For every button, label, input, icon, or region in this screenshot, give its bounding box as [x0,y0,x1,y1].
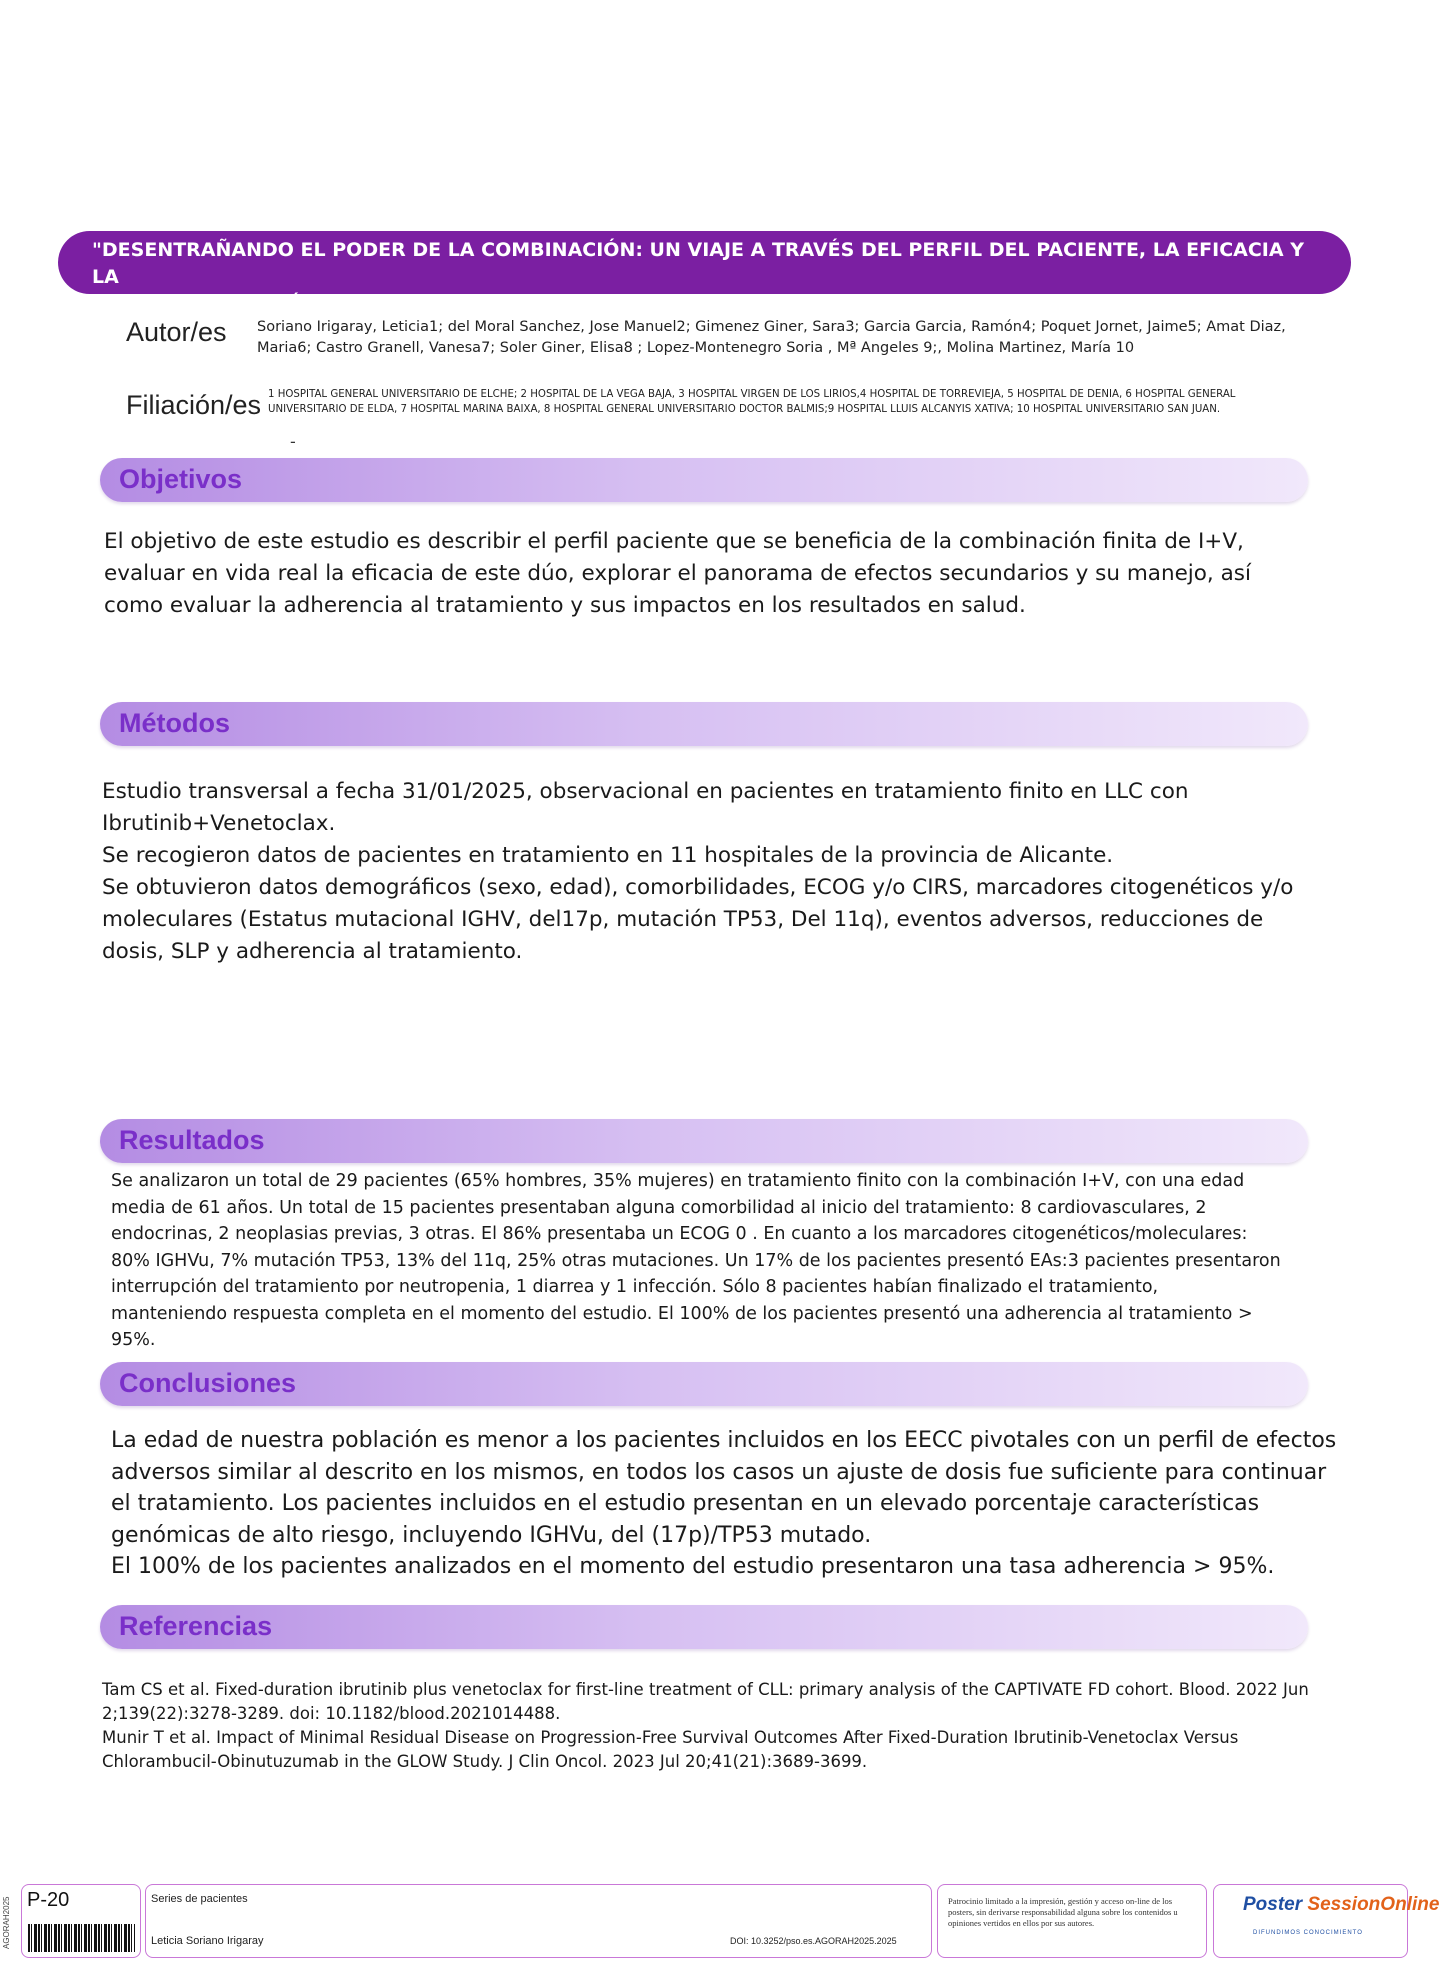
text-line: La edad de nuestra población es menor a los pacientes incluidos en los EECC pivotales con un perfil de efectos [111,1428,1337,1453]
logo-word-poster: Poster [1243,1894,1303,1915]
footer-doi[interactable]: DOI: 10.3252/pso.es.AGORAH2025.2025 [730,1936,897,1946]
footer-disclaimer: Patrocinio limitado a la impresión, gestión y acceso on-line de los posters, sin derivarse responsabilidad alguna sobre los contenidos u opiniones vertidos en ellos por sus autores. [948,1896,1178,1928]
text-line: dosis, SLP y adherencia al tratamiento. [102,939,523,964]
referencias-text [102,1678,1322,1774]
text-line: Se obtuvieron datos demográficos (sexo, edad), comorbilidades, ECOG y/o CIRS, marcadores citogenéticos y/o [102,875,1294,900]
conclusiones-text [111,1425,1337,1583]
text-line: evaluar en vida real la eficacia de este dúo, explorar el panorama de efectos secundarios y su manejo, así [104,561,1251,586]
affiliations-line2: UNIVERSITARIO DE ELDA, 7 HOSPITAL MARINA BAIXA, 8 HOSPITAL GENERAL UNIVERSITARIO DOCTOR BALMIS;9 HOSPITAL LLUIS ALCANYIS XATIVA; 10 HOSPITAL UNIVERSITARIO SAN JUAN. [268,404,1221,415]
text-line: adversos similar al descrito en los mismos, en todos los casos un ajuste de dosis fue suficiente para continuar [111,1459,1327,1485]
affiliations-list [268,387,1298,417]
affiliations-label: Filiación/es [126,390,262,420]
text-line: media de 61 años. Un total de 15 pacientes presentaban alguna comorbilidad al inicio del tratamiento: 8 cardiovasculares, 2 [111,1197,1207,1218]
authors-line2: Maria6; Castro Granell, Vanesa7; Soler Giner, Elisa8 ; Lopez-Montenegro Soria , Mª Angeles 9;, Molina Martinez, María 10 [257,340,1135,356]
section-header-referencias [100,1605,1308,1649]
text-line: Se analizaron un total de 29 pacientes (65% hombres, 35% mujeres) en tratamiento finito con la combinación I+V, con una edad [111,1171,1245,1191]
text-line: Se recogieron datos de pacientes en tratamiento en 11 hospitales de la provincia de Alicante. [102,843,1114,868]
section-title-metodos: Métodos [119,708,230,738]
vertical-event-code: AGORAH2025 [2,1896,11,1950]
section-header-conclusiones [100,1362,1308,1406]
section-title-resultados: Resultados [119,1125,265,1155]
barcode-icon [28,1924,135,1952]
section-title-conclusiones: Conclusiones [119,1368,297,1398]
poster-title-line1: "DESENTRAÑANDO EL PODER DE LA COMBINACIÓN: UN VIAJE A TRAVÉS DEL PERFIL DEL PACIENTE, LA EFICACIA Y LA [92,239,1304,288]
footer-category: Series de pacientes [151,1893,248,1905]
reference-line: 2;139(22):3278-3289. doi: 10.1182/blood.2021014488. [102,1704,561,1723]
text-line: moleculares (Estatus mutacional IGHV, del17p, mutación TP53, Del 11q), eventos adversos, reducciones de [102,907,1264,932]
resultados-text [111,1168,1311,1354]
objetivos-text [104,526,1304,622]
authors-label: Autor/es [126,317,227,347]
authors-line1: Soriano Irigaray, Leticia1; del Moral Sanchez, Jose Manuel2; Gimenez Giner, Sara3; Garcia Garcia, Ramón4; Poquet Jornet, Jaime5; Amat Diaz, [257,319,1286,335]
metodos-text [102,776,1322,968]
section-header-metodos [100,702,1308,746]
text-line: genómicas de alto riesgo, incluyendo IGHVu, del (17p)/TP53 mutado. [111,1522,872,1548]
text-line: El 100% de los pacientes analizados en el momento del estudio presentaron una tasa adherencia > 95%. [111,1554,1275,1579]
logo-word-session-online: SessionOnline [1307,1894,1439,1915]
affiliations-dash: - [290,432,296,451]
text-line: el tratamiento. Los pacientes incluidos en el estudio presentan en un elevado porcentaje características [111,1491,1260,1516]
poster-number: P-20 [27,1889,70,1911]
poster-session-online-logo[interactable] [1223,1892,1439,1952]
text-line: como evaluar la adherencia al tratamiento y sus impactos en los resultados en salud. [104,593,1026,618]
text-line: Ibrutinib+Venetoclax. [102,811,336,836]
text-line: 95%. [111,1330,156,1350]
authors-list [257,317,1287,359]
poster-title-line2: SEGURIDAD DEL DÚO IBRUTINIB-VENETOCLAX EN LLC" [92,293,673,315]
reference-line: Tam CS et al. Fixed-duration ibrutinib plus venetoclax for first-line treatment of CLL: primary analysis of the CAPTIVATE FD cohort. Blood. 2022 Jun [102,1680,1309,1699]
footer-author: Leticia Soriano Irigaray [151,1935,264,1947]
text-line: El objetivo de este estudio es describir el perfil paciente que se beneficia de la combinación finita de I+V, [104,529,1244,554]
section-title-objetivos: Objetivos [119,464,243,494]
poster-title [58,231,1351,315]
text-line: Estudio transversal a fecha 31/01/2025, observacional en pacientes en tratamiento finito en LLC con [102,779,1189,804]
section-header-objetivos [100,458,1308,502]
section-header-resultados [100,1119,1308,1163]
logo-tagline: DIFUNDIMOS CONOCIMIENTO [1253,1930,1363,1936]
reference-line: Munir T et al. Impact of Minimal Residual Disease on Progression-Free Survival Outcomes After Fixed-Duration Ibrutinib-Venetoclax Versus [102,1728,1239,1747]
text-line: interrupción del tratamiento por neutropenia, 1 diarrea y 1 infección. Sólo 8 pacientes habían finalizado el tratamiento, [111,1277,1159,1297]
text-line: 80% IGHVu, 7% mutación TP53, 13% del 11q, 25% otras mutaciones. Un 17% de los pacientes presentó EAs:3 pacientes presentaron [111,1250,1281,1271]
affiliations-line1: 1 HOSPITAL GENERAL UNIVERSITARIO DE ELCHE; 2 HOSPITAL DE LA VEGA BAJA, 3 HOSPITAL VIRGEN DE LOS LIRIOS,4 HOSPITAL DE TORREVIEJA, 5 HOSPITAL DE DENIA, 6 HOSPITAL GENERAL [268,389,1236,400]
logo-wordmark [1243,1894,1439,1916]
section-title-referencias: Referencias [119,1611,273,1641]
text-line: endocrinas, 2 neoplasias previas, 3 otras. El 86% presentaba un ECOG 0 . En cuanto a los marcadores citogenéticos/moleculares: [111,1224,1248,1244]
reference-line: Chlorambucil-Obinutuzumab in the GLOW Study. J Clin Oncol. 2023 Jul 20;41(21):3689-3699. [102,1752,868,1771]
text-line: manteniendo respuesta completa en el momento del estudio. El 100% de los pacientes presentó una adherencia al tratamiento > [111,1303,1253,1324]
